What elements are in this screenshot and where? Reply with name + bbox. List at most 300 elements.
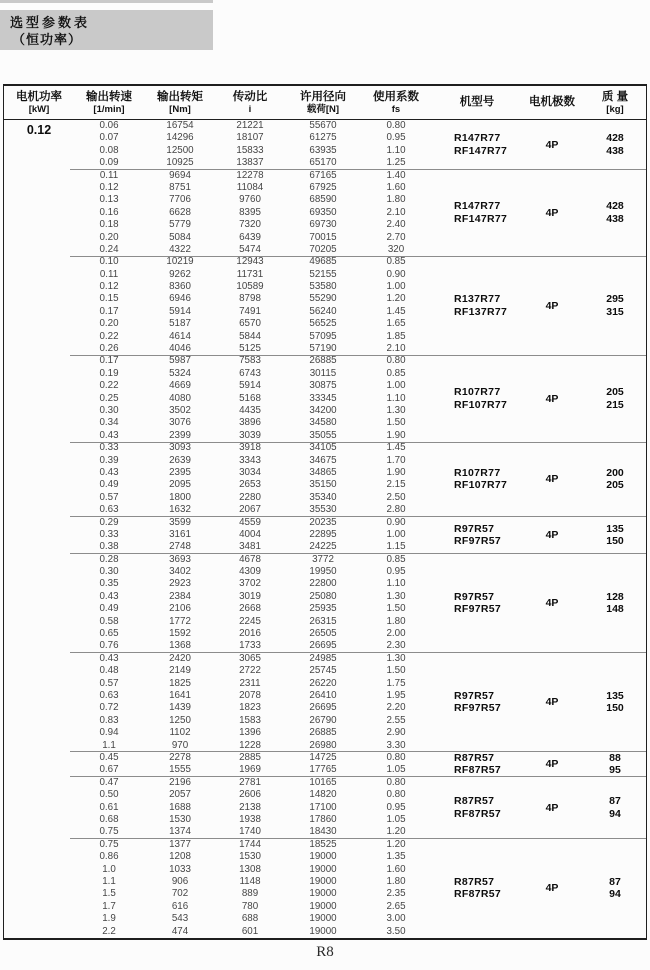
cell-radial_load: 14725: [309, 751, 337, 763]
cell-service_factor: 0.80: [386, 776, 406, 788]
cell-radial_load: 34675: [309, 454, 337, 466]
cell-output_torque: 2149: [169, 665, 191, 677]
cell-output_speed: 0.72: [99, 702, 119, 714]
column-output_torque: [144, 777, 216, 839]
cell-output_speed: 0.43: [99, 652, 119, 664]
column-ratio: [216, 355, 284, 442]
model-cell: [430, 554, 518, 653]
cell-ratio: 3481: [239, 541, 261, 553]
cell-output_speed: 0.16: [99, 206, 119, 218]
cell-output_torque: 4322: [169, 243, 191, 255]
model-name: RF147R77: [454, 144, 508, 157]
model-name: R97R57: [454, 689, 495, 702]
cell-service_factor: 1.10: [386, 392, 406, 404]
cell-ratio: 4678: [239, 553, 261, 565]
cell-ratio: 1583: [239, 714, 261, 726]
cell-ratio: 780: [241, 900, 259, 912]
col-header-output-speed: 输出转速 [1/min]: [86, 90, 132, 115]
model-name: RF107R77: [454, 398, 508, 411]
model-name: R87R57: [454, 875, 495, 888]
poles-cell: [518, 653, 586, 752]
column-ratio: [216, 653, 284, 752]
cell-output_speed: 0.30: [99, 566, 119, 578]
cell-output_torque: 474: [171, 925, 189, 937]
model-name: R107R77: [454, 386, 501, 399]
poles-cell: [518, 355, 586, 442]
cell-output_torque: 5779: [169, 219, 191, 231]
cell-service_factor: 2.00: [386, 628, 406, 640]
cell-ratio: 9760: [239, 194, 261, 206]
cell-ratio: 889: [241, 888, 259, 900]
model-name: RF87R57: [454, 888, 502, 901]
mass-value: 135: [606, 522, 624, 535]
cell-output_torque: 906: [171, 876, 189, 888]
cell-output_speed: 0.19: [99, 367, 119, 379]
cell-service_factor: 2.10: [386, 343, 406, 355]
column-output_torque: [144, 170, 216, 257]
cell-service_factor: 1.20: [386, 826, 406, 838]
mass-cell: [586, 120, 644, 170]
cell-service_factor: 0.85: [386, 256, 406, 268]
column-service_factor: [362, 752, 430, 777]
mass-cell: [586, 752, 644, 777]
cell-output_torque: 2095: [169, 479, 191, 491]
cell-output_torque: 2196: [169, 776, 191, 788]
power-cell: [4, 554, 74, 653]
cell-radial_load: 55670: [309, 120, 337, 131]
cell-output_torque: 3402: [169, 566, 191, 578]
cell-service_factor: 1.05: [386, 764, 406, 776]
cell-output_torque: 3093: [169, 442, 191, 454]
column-service_factor: [362, 653, 430, 752]
cell-radial_load: 24985: [309, 652, 337, 664]
cell-service_factor: 1.00: [386, 380, 406, 392]
cell-ratio: 2606: [239, 789, 261, 801]
cell-service_factor: 1.30: [386, 590, 406, 602]
cell-output_speed: 0.33: [99, 528, 119, 540]
cell-output_torque: 16754: [166, 120, 194, 131]
cell-output_torque: 5084: [169, 231, 191, 243]
cell-service_factor: 0.80: [386, 751, 406, 763]
cell-service_factor: 1.70: [386, 454, 406, 466]
cell-output_torque: 1800: [169, 491, 191, 503]
poles-value: 4P: [545, 473, 559, 486]
cell-output_torque: 1632: [169, 504, 191, 516]
cell-radial_load: 56525: [309, 318, 337, 330]
cell-output_speed: 0.08: [99, 144, 119, 156]
mass-value: 95: [609, 764, 621, 777]
cell-ratio: 1148: [239, 876, 261, 888]
cell-radial_load: 25745: [309, 665, 337, 677]
model-block: [4, 653, 646, 752]
cell-ratio: 1308: [239, 863, 261, 875]
cell-service_factor: 1.90: [386, 466, 406, 478]
cell-radial_load: 30115: [309, 367, 337, 379]
cell-ratio: 8798: [239, 293, 261, 305]
cell-output_torque: 3599: [169, 516, 191, 528]
cell-output_torque: 12500: [166, 144, 194, 156]
cell-radial_load: 26505: [309, 628, 337, 640]
column-radial_load: [284, 442, 362, 516]
cell-ratio: 601: [241, 925, 259, 937]
model-block: [4, 442, 646, 516]
cell-ratio: 2668: [239, 603, 261, 615]
cell-output_speed: 0.12: [99, 181, 119, 193]
cell-output_torque: 5187: [169, 318, 191, 330]
cell-radial_load: 57190: [309, 343, 337, 355]
cell-ratio: 5844: [239, 330, 261, 342]
cell-ratio: 6743: [239, 367, 261, 379]
cell-service_factor: 1.60: [386, 863, 406, 875]
cell-ratio: 7491: [239, 305, 261, 317]
cell-output_speed: 0.11: [99, 268, 119, 280]
cell-service_factor: 1.30: [386, 652, 406, 664]
cell-output_torque: 6628: [169, 206, 191, 218]
cell-service_factor: 2.20: [386, 702, 406, 714]
cell-output_torque: 3502: [169, 404, 191, 416]
cell-radial_load: 19000: [309, 851, 337, 863]
selection-parameter-table: [3, 84, 647, 940]
cell-output_speed: 0.65: [99, 628, 119, 640]
cell-ratio: 1228: [239, 739, 261, 751]
column-output_torque: [144, 256, 216, 355]
power-cell: [4, 752, 74, 777]
cell-service_factor: 0.85: [386, 367, 406, 379]
cell-ratio: 1938: [239, 814, 261, 826]
cell-radial_load: 49685: [309, 256, 337, 268]
column-service_factor: [362, 554, 430, 653]
model-cell: [430, 517, 518, 554]
poles-cell: [518, 752, 586, 777]
cell-output_torque: 1825: [169, 677, 191, 689]
cell-radial_load: 34200: [309, 404, 337, 416]
cell-output_torque: 702: [171, 888, 189, 900]
cell-output_speed: 0.17: [99, 355, 119, 367]
cell-ratio: 2067: [239, 504, 261, 516]
model-name: R97R57: [454, 590, 495, 603]
cell-service_factor: 3.50: [386, 925, 406, 937]
cell-ratio: 7320: [239, 219, 261, 231]
cell-service_factor: 0.85: [386, 553, 406, 565]
cell-service_factor: 1.80: [386, 615, 406, 627]
column-radial_load: [284, 355, 362, 442]
column-output_torque: [144, 839, 216, 938]
mass-value: 200: [606, 466, 624, 479]
cell-output_speed: 0.17: [99, 305, 119, 317]
mass-value: 438: [606, 144, 624, 157]
cell-output_speed: 0.22: [99, 380, 119, 392]
cell-output_speed: 0.35: [99, 578, 119, 590]
cell-service_factor: 1.90: [386, 429, 406, 441]
cell-output_speed: 1.0: [102, 863, 116, 875]
cell-ratio: 1744: [239, 838, 261, 850]
poles-cell: [518, 839, 586, 938]
page-number: R8: [316, 944, 334, 960]
cell-output_torque: 1368: [169, 640, 191, 652]
cell-ratio: 2722: [239, 665, 261, 677]
cell-output_torque: 1772: [169, 615, 191, 627]
model-cell: [430, 777, 518, 839]
column-radial_load: [284, 777, 362, 839]
cell-output_torque: 1250: [169, 714, 191, 726]
model-block: [4, 355, 646, 442]
column-service_factor: [362, 170, 430, 257]
mass-value: 148: [606, 603, 624, 616]
cell-output_speed: 0.20: [99, 318, 119, 330]
cell-service_factor: 1.00: [386, 528, 406, 540]
cell-output_torque: 1530: [169, 814, 191, 826]
cell-radial_load: 26980: [309, 739, 337, 751]
cell-service_factor: 0.90: [386, 516, 406, 528]
cell-output_torque: 4080: [169, 392, 191, 404]
cell-radial_load: 26885: [309, 727, 337, 739]
col-header-service-factor: 使用系数 fs: [373, 90, 419, 115]
cell-radial_load: 17860: [309, 814, 337, 826]
cell-output_speed: 0.11: [99, 169, 119, 181]
cell-ratio: 2078: [239, 689, 261, 701]
cell-service_factor: 1.10: [386, 578, 406, 590]
model-name: RF97R57: [454, 702, 502, 715]
model-block: [4, 777, 646, 839]
cell-service_factor: 1.85: [386, 330, 406, 342]
cell-radial_load: 17765: [309, 764, 337, 776]
model-name: R87R57: [454, 751, 495, 764]
column-service_factor: [362, 355, 430, 442]
cell-ratio: 10589: [236, 281, 264, 293]
mass-value: 315: [606, 305, 624, 318]
poles-value: 4P: [545, 392, 559, 405]
cell-ratio: 5474: [239, 243, 261, 255]
cell-output_speed: 0.22: [99, 330, 119, 342]
model-cell: [430, 752, 518, 777]
column-radial_load: [284, 752, 362, 777]
cell-service_factor: 1.45: [386, 305, 406, 317]
mass-value: 438: [606, 212, 624, 225]
cell-service_factor: 1.45: [386, 442, 406, 454]
table-header-row: [4, 86, 646, 120]
cell-output_speed: 0.57: [99, 491, 119, 503]
cell-radial_load: 26220: [309, 677, 337, 689]
mass-value: 215: [606, 398, 624, 411]
cell-output_speed: 0.24: [99, 243, 119, 255]
cell-service_factor: 2.65: [386, 900, 406, 912]
cell-ratio: 2280: [239, 491, 261, 503]
cell-radial_load: 20235: [309, 516, 337, 528]
mass-value: 295: [606, 293, 624, 306]
cell-output_torque: 6946: [169, 293, 191, 305]
model-cell: [430, 120, 518, 170]
column-output_torque: [144, 554, 216, 653]
mass-cell: [586, 839, 644, 938]
cell-service_factor: 1.20: [386, 838, 406, 850]
mass-cell: [586, 517, 644, 554]
cell-ratio: 1396: [239, 727, 261, 739]
cell-output_speed: 0.47: [99, 776, 119, 788]
model-name: R147R77: [454, 132, 501, 145]
cell-output_torque: 2748: [169, 541, 191, 553]
model-block: [4, 554, 646, 653]
poles-value: 4P: [545, 597, 559, 610]
cell-service_factor: 1.25: [386, 157, 406, 169]
cell-ratio: 2245: [239, 615, 261, 627]
cell-ratio: 21221: [236, 120, 264, 131]
power-cell: [4, 442, 74, 516]
cell-radial_load: 3772: [312, 553, 334, 565]
page-title-line2: （恒功率）: [12, 32, 83, 47]
mass-cell: [586, 170, 644, 257]
cell-output_torque: 2420: [169, 652, 191, 664]
cell-radial_load: 65170: [309, 157, 337, 169]
mass-cell: [586, 554, 644, 653]
model-name: RF137R77: [454, 305, 508, 318]
cell-output_torque: 8360: [169, 281, 191, 293]
cell-output_speed: 0.76: [99, 640, 119, 652]
column-service_factor: [362, 517, 430, 554]
model-name: R97R57: [454, 522, 495, 535]
column-output_torque: [144, 517, 216, 554]
cell-service_factor: 1.95: [386, 689, 406, 701]
cell-radial_load: 34105: [309, 442, 337, 454]
cell-ratio: 5168: [239, 392, 261, 404]
mass-value: 205: [606, 386, 624, 399]
model-name: R87R57: [454, 795, 495, 808]
cell-ratio: 6439: [239, 231, 261, 243]
cell-service_factor: 1.65: [386, 318, 406, 330]
cell-output_speed: 0.58: [99, 615, 119, 627]
cell-output_torque: 1688: [169, 801, 191, 813]
cell-output_speed: 0.43: [99, 466, 119, 478]
cell-output_torque: 1208: [169, 851, 191, 863]
cell-ratio: 2311: [239, 677, 261, 689]
cell-radial_load: 26695: [309, 702, 337, 714]
cell-output_torque: 5324: [169, 367, 191, 379]
cell-output_speed: 0.45: [99, 751, 119, 763]
poles-value: 4P: [545, 529, 559, 542]
cell-output_torque: 2106: [169, 603, 191, 615]
cell-radial_load: 26695: [309, 640, 337, 652]
model-cell: [430, 653, 518, 752]
model-name: RF87R57: [454, 764, 502, 777]
mass-value: 150: [606, 535, 624, 548]
cell-output_speed: 0.38: [99, 541, 119, 553]
col-header-motor-poles: 电机极数: [529, 96, 575, 108]
cell-output_torque: 1033: [169, 863, 191, 875]
poles-cell: [518, 442, 586, 516]
model-cell: [430, 170, 518, 257]
cell-ratio: 3019: [239, 590, 261, 602]
poles-cell: [518, 170, 586, 257]
cell-ratio: 12278: [236, 169, 264, 181]
cell-ratio: 5125: [239, 343, 261, 355]
cell-output_speed: 0.26: [99, 343, 119, 355]
column-output_speed: [74, 517, 144, 554]
poles-cell: [518, 554, 586, 653]
cell-output_speed: 0.28: [99, 553, 119, 565]
cell-ratio: 3896: [239, 417, 261, 429]
cell-radial_load: 19950: [309, 566, 337, 578]
cell-output_speed: 0.94: [99, 727, 119, 739]
column-ratio: [216, 517, 284, 554]
cell-output_torque: 2639: [169, 454, 191, 466]
cell-output_torque: 2384: [169, 590, 191, 602]
column-output_speed: [74, 653, 144, 752]
col-header-ratio: 传动比 i: [232, 90, 268, 115]
cell-service_factor: 2.55: [386, 714, 406, 726]
column-radial_load: [284, 120, 362, 170]
cell-service_factor: 0.80: [386, 789, 406, 801]
model-block: [4, 752, 646, 777]
cell-radial_load: 69730: [309, 219, 337, 231]
poles-value: 4P: [545, 758, 559, 771]
cell-output_speed: 0.13: [99, 194, 119, 206]
column-radial_load: [284, 517, 362, 554]
cell-service_factor: 2.50: [386, 491, 406, 503]
cell-service_factor: 2.80: [386, 504, 406, 516]
cell-radial_load: 55290: [309, 293, 337, 305]
model-name: RF87R57: [454, 807, 502, 820]
cell-radial_load: 53580: [309, 281, 337, 293]
cell-output_torque: 1592: [169, 628, 191, 640]
cell-output_speed: 0.15: [99, 293, 119, 305]
cell-service_factor: 1.30: [386, 404, 406, 416]
cell-output_speed: 0.63: [99, 504, 119, 516]
column-output_speed: [74, 752, 144, 777]
cell-output_torque: 2057: [169, 789, 191, 801]
cell-ratio: 3039: [239, 429, 261, 441]
cell-service_factor: 1.60: [386, 181, 406, 193]
cell-output_torque: 5914: [169, 305, 191, 317]
cell-output_speed: 1.1: [102, 876, 116, 888]
cell-output_speed: 0.09: [99, 157, 119, 169]
poles-cell: [518, 256, 586, 355]
model-block: [4, 170, 646, 257]
column-ratio: [216, 554, 284, 653]
column-output_torque: [144, 355, 216, 442]
cell-ratio: 5914: [239, 380, 261, 392]
cell-service_factor: 2.15: [386, 479, 406, 491]
cell-radial_load: 18430: [309, 826, 337, 838]
power-cell: [4, 777, 74, 839]
cell-ratio: 2885: [239, 751, 261, 763]
power-cell: [4, 517, 74, 554]
cell-ratio: 12943: [236, 256, 264, 268]
cell-output_speed: 0.57: [99, 677, 119, 689]
cell-service_factor: 2.35: [386, 888, 406, 900]
cell-ratio: 3343: [239, 454, 261, 466]
cell-radial_load: 34865: [309, 466, 337, 478]
cell-service_factor: 1.40: [386, 169, 406, 181]
cell-output_torque: 543: [171, 913, 189, 925]
cell-output_speed: 0.68: [99, 814, 119, 826]
cell-service_factor: 1.50: [386, 603, 406, 615]
mass-cell: [586, 777, 644, 839]
cell-output_torque: 1374: [169, 826, 191, 838]
cell-service_factor: 1.20: [386, 293, 406, 305]
cell-output_speed: 0.33: [99, 442, 119, 454]
column-ratio: [216, 256, 284, 355]
cell-ratio: 11084: [236, 181, 264, 193]
power-cell: [4, 170, 74, 257]
cell-radial_load: 25080: [309, 590, 337, 602]
model-block: [4, 839, 646, 938]
column-service_factor: [362, 442, 430, 516]
mass-value: 87: [609, 875, 621, 888]
cell-service_factor: 2.70: [386, 231, 406, 243]
poles-cell: [518, 777, 586, 839]
cell-output_torque: 1377: [169, 838, 191, 850]
mass-cell: [586, 653, 644, 752]
cell-radial_load: 19000: [309, 913, 337, 925]
